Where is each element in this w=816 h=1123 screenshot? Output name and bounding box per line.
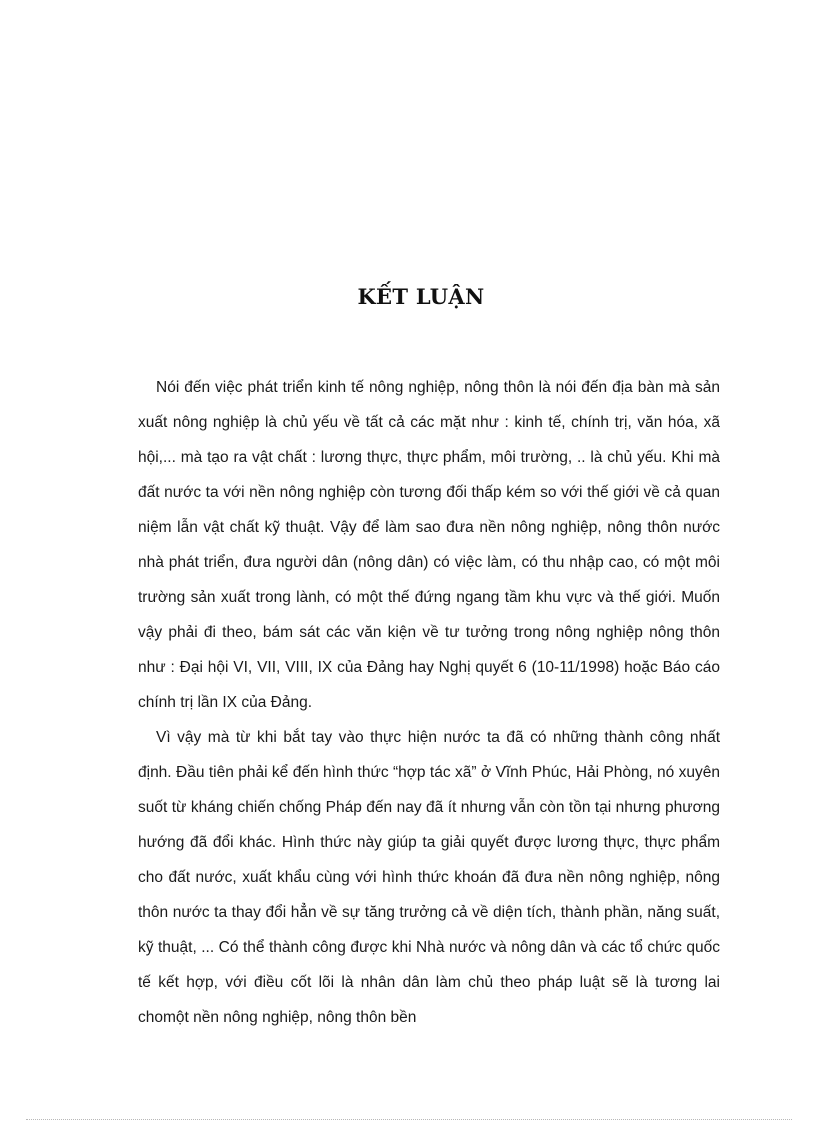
page-bottom-divider [26, 1119, 792, 1120]
paragraph-2: Vì vậy mà từ khi bắt tay vào thực hiện nước ta đã có những thành công nhất định. Đầu tiên phải kể đến hình thức “hợp tác xã” ở Vĩnh Phúc, Hải Phòng, nó xuyên suốt từ kháng chiến chống Pháp đến nay đã ít nhưng vẫn còn tồn tại nhưng phương hướng đã đổi khác. Hình thức này giúp ta giải quyết được lương thực, thực phẩm cho đất nước, xuất khẩu cùng với hình thức khoán đã đưa nền nông nghiệp, nông thôn nước ta thay đổi hẳn về sự tăng trưởng cả về diện tích, thành phần, năng suất, kỹ thuật, ... Có thể thành công được khi Nhà nước và nông dân và các tổ chức quốc tế kết hợp, với điều cốt lõi là nhân dân làm chủ theo pháp luật sẽ là tương lai chomột nền nông nghiệp, nông thôn bền [138, 729, 720, 1026]
paragraph-1: Nói đến việc phát triển kinh tế nông nghiệp, nông thôn là nói đến địa bàn mà sản xuất nông nghiệp là chủ yếu về tất cả các mặt như : kinh tế, chính trị, văn hóa, xã hội,... mà tạo ra vật chất : lương thực, thực phẩm, môi trường, .. là chủ yếu. Khi mà đất nước ta với nền nông nghiệp còn tương đối thấp kém so với thế giới về cả quan niệm lẫn vật chất kỹ thuật. Vậy để làm sao đưa nền nông nghiệp, nông thôn nước nhà phát triển, đưa người dân (nông dân) có việc làm, có thu nhập cao, có một môi trường sản xuất trong lành, có một thế đứng ngang tầm khu vực và thế giới. Muốn vậy phải đi theo, bám sát các văn kiện về tư tưởng trong nông nghiệp nông thôn như : Đại hội VI, VII, VIII, IX của Đảng hay Nghị quyết 6 (10-11/1998) hoặc Báo cáo chính trị lần IX của Đảng. [138, 379, 720, 711]
page-heading: KẾT LUẬN [357, 284, 485, 309]
body-text [138, 370, 720, 1035]
